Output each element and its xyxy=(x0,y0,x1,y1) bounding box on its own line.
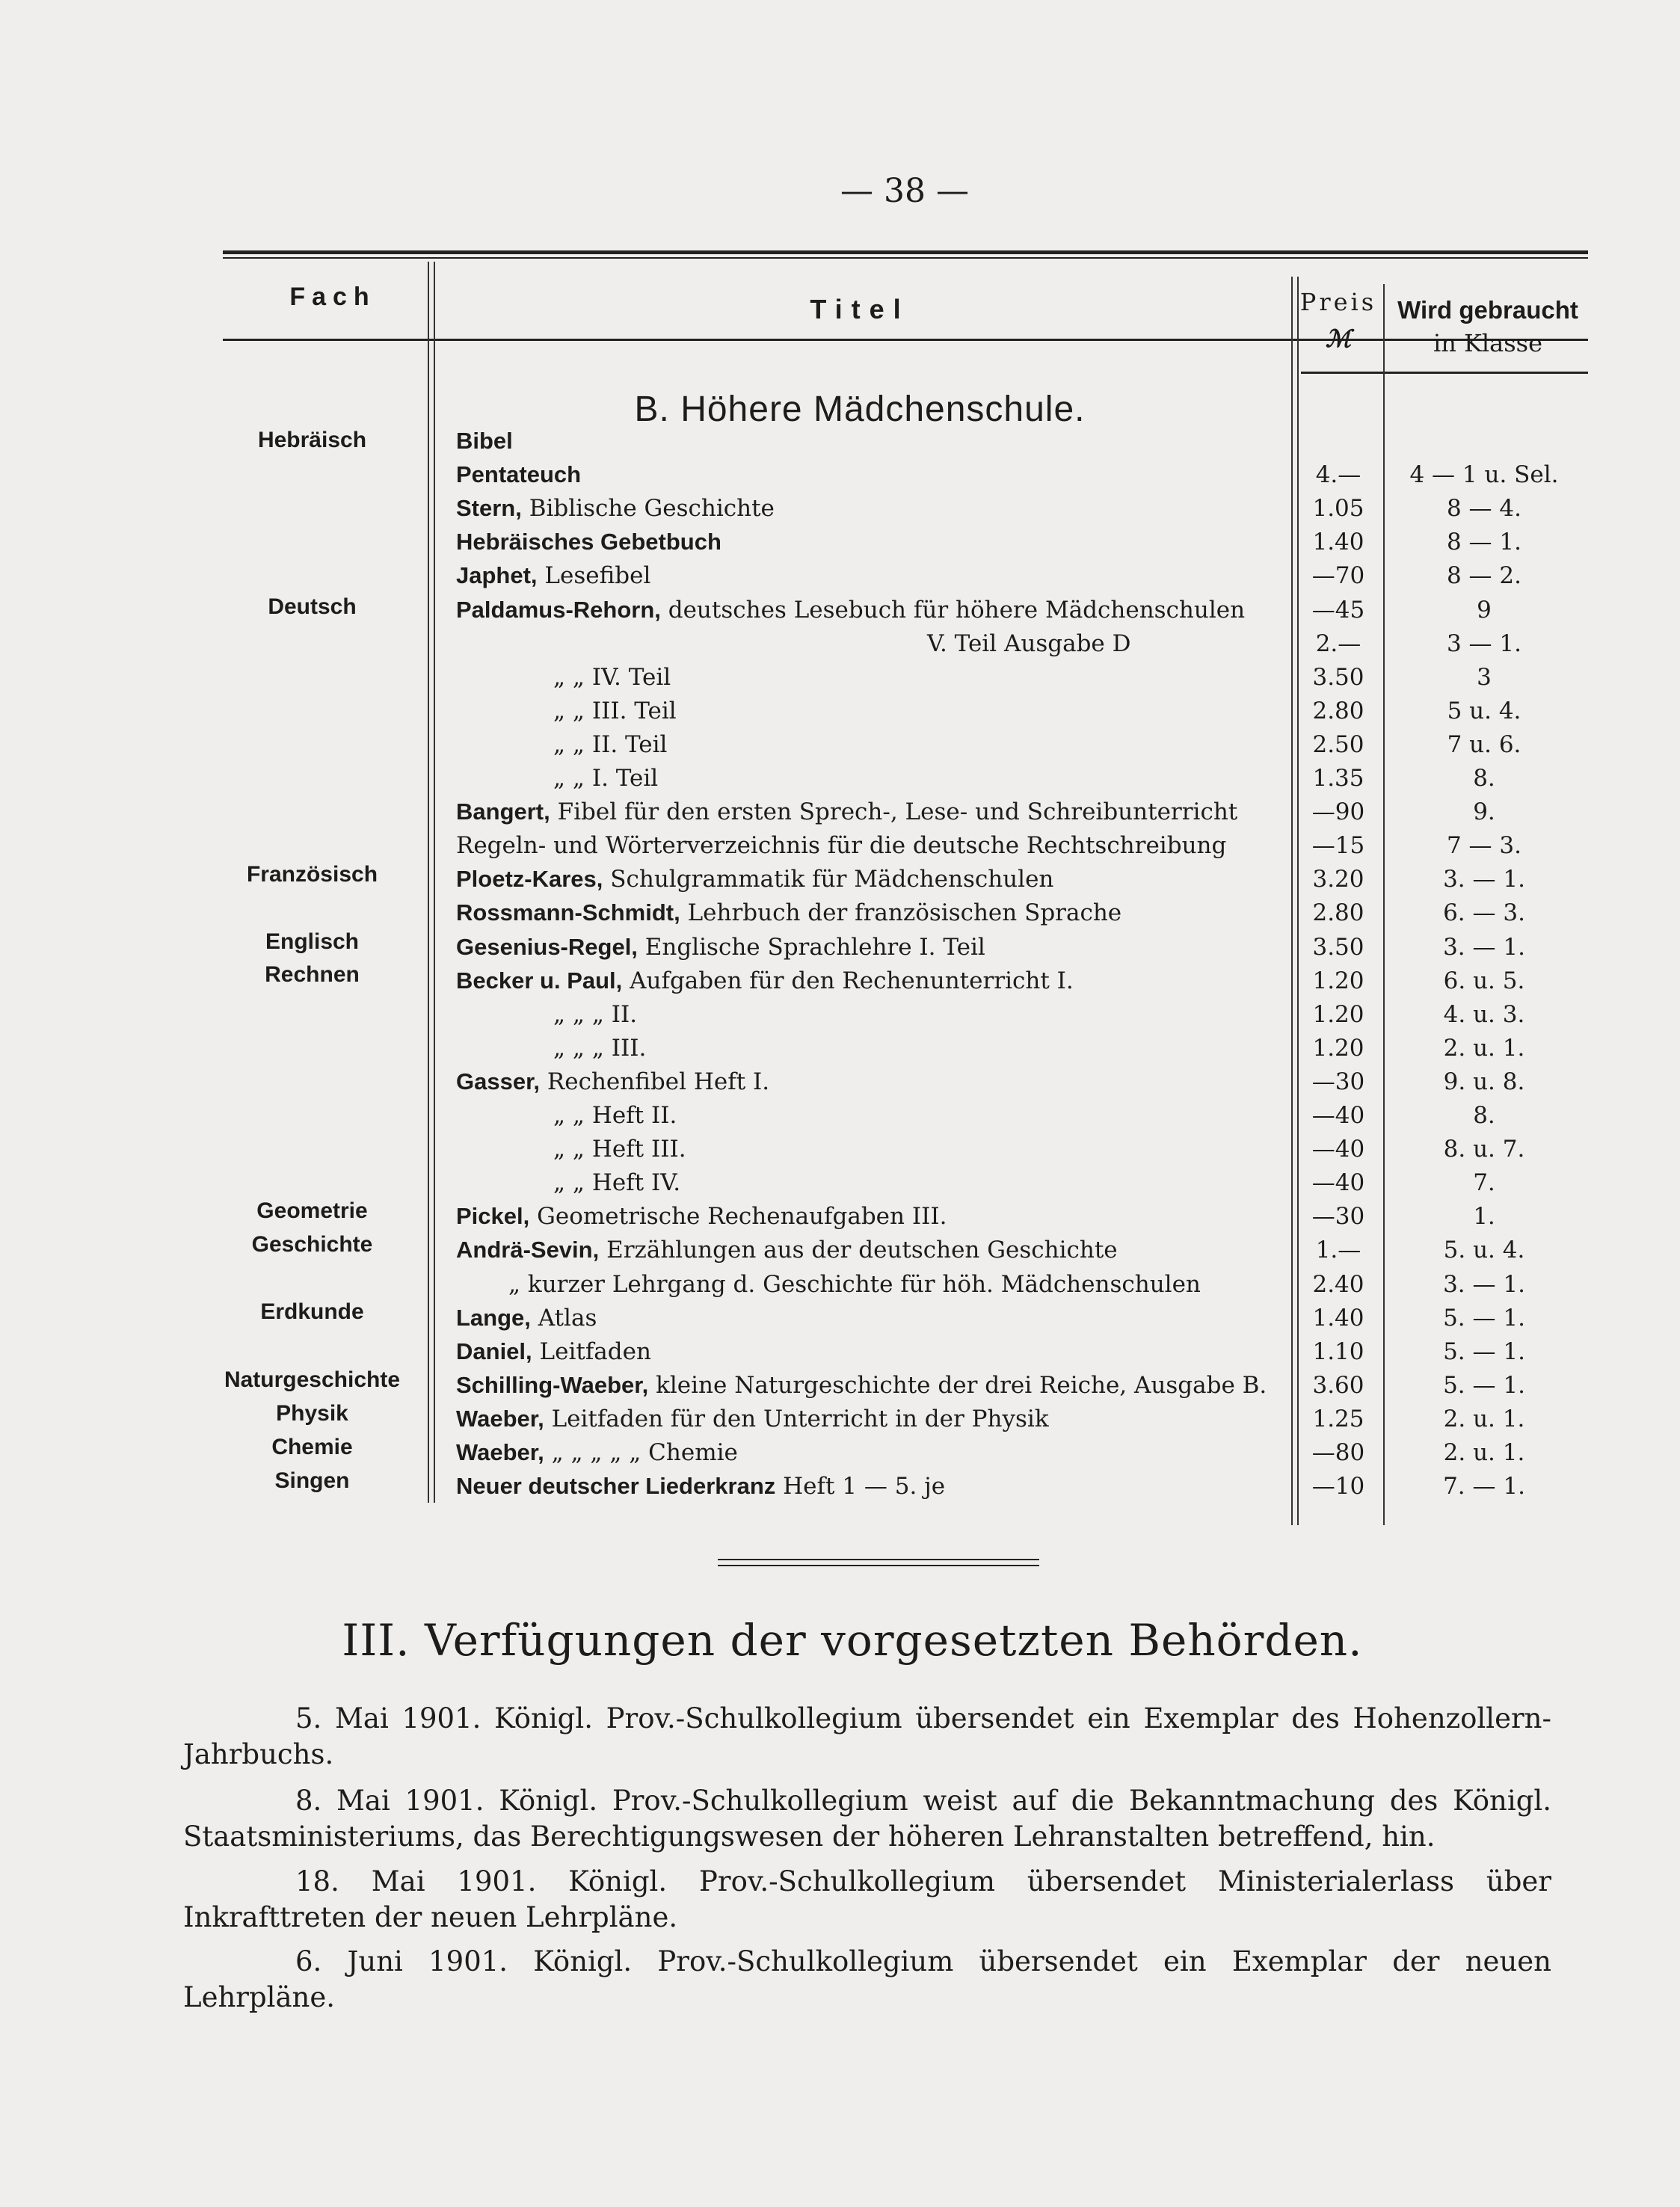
row-preis: 1.40 xyxy=(1312,1305,1364,1332)
subject-label: Singen xyxy=(274,1468,350,1493)
row-title xyxy=(553,1136,686,1163)
row-klasse: 4 — 1 u. Sel. xyxy=(1409,461,1559,488)
row-klasse: 3. — 1. xyxy=(1443,1271,1525,1298)
table-row xyxy=(434,1237,1593,1271)
row-preis: 3.60 xyxy=(1312,1372,1364,1399)
row-text: „ „ IV. Teil xyxy=(553,664,671,691)
table-top-rule xyxy=(223,250,1588,254)
row-klasse: 1. xyxy=(1473,1203,1495,1230)
row-text: Lesefibel xyxy=(537,562,651,589)
row-title xyxy=(553,1001,637,1028)
row-title xyxy=(456,529,721,555)
row-preis: 1.20 xyxy=(1312,967,1364,994)
row-text: Atlas xyxy=(530,1305,597,1332)
header-titel: Titel xyxy=(810,294,910,324)
row-preis: 2.40 xyxy=(1312,1271,1364,1298)
row-author: Becker u. Paul, xyxy=(456,967,623,994)
paragraph-3 xyxy=(183,1864,1551,1936)
row-preis: —30 xyxy=(1311,1068,1365,1095)
row-title xyxy=(456,934,985,961)
page-number: — 38 — xyxy=(840,172,969,210)
row-text: „ „ „ III. xyxy=(553,1035,647,1062)
table-row xyxy=(434,1035,1593,1069)
table-row xyxy=(434,1338,1593,1373)
header-preis-unit: ℳ xyxy=(1325,324,1352,353)
row-klasse: 9. xyxy=(1473,798,1495,825)
row-klasse: 6. — 3. xyxy=(1443,899,1525,926)
row-text: Biblische Geschichte xyxy=(521,495,775,522)
row-klasse: 3. — 1. xyxy=(1443,866,1525,893)
subject-label: Geometrie xyxy=(256,1198,368,1223)
row-title xyxy=(508,1271,1201,1298)
row-klasse: 7. xyxy=(1473,1169,1495,1196)
table-top-rule-2 xyxy=(223,257,1588,259)
row-title xyxy=(553,765,658,792)
subject-label: Physik xyxy=(276,1401,348,1426)
subject-label: Chemie xyxy=(271,1435,353,1459)
row-author: Japhet, xyxy=(456,562,538,588)
row-text: Heft 1 — 5. je xyxy=(775,1473,946,1500)
row-title xyxy=(456,495,775,522)
row-title xyxy=(456,899,1121,926)
row-preis: —10 xyxy=(1311,1473,1365,1500)
row-text: Englische Sprachlehre I. Teil xyxy=(637,934,985,961)
row-klasse: 5. u. 4. xyxy=(1443,1237,1525,1263)
section-separator-2 xyxy=(718,1565,1039,1566)
table-row xyxy=(434,597,1593,631)
paragraph-text: 18. Mai 1901. Königl. Prov.-Schulkollegium übersendet Ministerialerlass über Inkrafttreten der neuen Lehrpläne. xyxy=(183,1865,1551,1933)
row-preis: 3.50 xyxy=(1312,664,1364,691)
row-klasse: 7 — 3. xyxy=(1446,832,1521,859)
row-klasse: 6. u. 5. xyxy=(1443,967,1525,994)
row-author: Bibel xyxy=(456,428,513,454)
table-row xyxy=(434,1271,1593,1305)
header-fach: Fach xyxy=(289,283,376,311)
row-title xyxy=(456,798,1237,825)
subject-label: Englisch xyxy=(265,929,360,954)
row-text: „ „ Heft II. xyxy=(553,1102,677,1129)
row-text: „ „ III. Teil xyxy=(553,698,677,724)
table-row xyxy=(434,630,1593,665)
section-title: B. Höhere Mädchenschule. xyxy=(634,390,1086,429)
row-title xyxy=(456,562,650,589)
row-text: V. Teil Ausgabe D xyxy=(927,630,1131,657)
row-title xyxy=(456,1338,651,1365)
row-title xyxy=(553,731,667,758)
section-separator xyxy=(718,1559,1039,1560)
row-text: Aufgaben für den Rechenunterricht I. xyxy=(622,967,1074,994)
table-row xyxy=(434,562,1593,597)
row-author: Gesenius-Regel, xyxy=(456,934,638,960)
row-author: Daniel, xyxy=(456,1338,532,1364)
row-text: „ „ „ „ „ Chemie xyxy=(544,1439,738,1466)
row-klasse: 8 — 2. xyxy=(1446,562,1521,589)
row-text: deutsches Lesebuch für höhere Mädchenschulen xyxy=(660,597,1246,624)
table-row xyxy=(434,765,1593,799)
row-preis: 1.10 xyxy=(1312,1338,1364,1365)
table-row xyxy=(434,529,1593,563)
row-text: „ kurzer Lehrgang d. Geschichte für höh. Mädchenschulen xyxy=(508,1271,1201,1298)
row-text: Fibel für den ersten Sprech-, Lese- und Schreibunterricht xyxy=(550,798,1238,825)
row-klasse: 8 — 1. xyxy=(1446,529,1521,555)
row-author: Bangert, xyxy=(456,798,550,825)
row-klasse: 3 — 1. xyxy=(1446,630,1521,657)
row-title xyxy=(456,1372,1267,1399)
row-title xyxy=(553,1102,677,1129)
row-title xyxy=(456,1237,1118,1263)
row-klasse: 5. — 1. xyxy=(1443,1338,1525,1365)
row-title xyxy=(456,1305,597,1332)
row-title xyxy=(456,1473,945,1500)
row-author: Hebräisches Gebetbuch xyxy=(456,529,721,555)
heading-verfuegungen: III. Verfügungen der vorgesetzten Behörden. xyxy=(342,1615,1363,1666)
row-preis: —90 xyxy=(1311,798,1365,825)
subject-label: Französisch xyxy=(246,862,378,887)
row-text: „ „ Heft III. xyxy=(553,1136,686,1163)
table-row xyxy=(434,899,1593,934)
row-title xyxy=(456,832,1226,859)
table-row xyxy=(434,1169,1593,1204)
row-text: Lehrbuch der französischen Sprache xyxy=(680,899,1122,926)
row-text: „ „ Heft IV. xyxy=(553,1169,681,1196)
row-preis: 4.— xyxy=(1315,461,1361,488)
table-row xyxy=(434,698,1593,732)
row-author: Waeber, xyxy=(456,1439,544,1465)
row-preis: 1.20 xyxy=(1312,1035,1364,1062)
row-text: Schulgrammatik für Mädchenschulen xyxy=(603,866,1054,893)
row-title xyxy=(553,1035,646,1062)
header-klasse-line2: in Klasse xyxy=(1433,329,1542,357)
table-row xyxy=(434,1136,1593,1170)
table-row xyxy=(434,1305,1593,1339)
row-preis: —15 xyxy=(1311,832,1365,859)
row-preis: 2.— xyxy=(1315,630,1361,657)
row-preis: 1.20 xyxy=(1312,1001,1364,1028)
row-text: kleine Naturgeschichte der drei Reiche, Ausgabe B. xyxy=(648,1372,1267,1399)
row-author: Rossmann-Schmidt, xyxy=(456,899,680,926)
paragraph-text: 6. Juni 1901. Königl. Prov.-Schulkollegium übersendet ein Exemplar der neuen Lehrpläne. xyxy=(183,1945,1551,2013)
table-row xyxy=(434,967,1593,1002)
row-text: Leitfaden für den Unterricht in der Physik xyxy=(544,1406,1049,1432)
header-preis: Preis xyxy=(1299,288,1377,316)
table-row xyxy=(434,1406,1593,1440)
table-row xyxy=(434,1001,1593,1035)
row-preis: —70 xyxy=(1311,562,1365,589)
row-klasse: 9. u. 8. xyxy=(1443,1068,1525,1095)
row-text: Erzählungen aus der deutschen Geschichte xyxy=(599,1237,1118,1263)
table-row xyxy=(434,866,1593,900)
subject-label: Rechnen xyxy=(265,962,360,987)
table-row xyxy=(434,1102,1593,1136)
row-author: Paldamus-Rehorn, xyxy=(456,597,661,623)
row-preis: —40 xyxy=(1311,1136,1365,1163)
row-author: Stern, xyxy=(456,495,522,521)
row-preis: —40 xyxy=(1311,1102,1365,1129)
row-title xyxy=(553,664,671,691)
row-preis: 1.05 xyxy=(1312,495,1364,522)
subject-label: Naturgeschichte xyxy=(224,1367,401,1392)
row-klasse: 8 — 4. xyxy=(1446,495,1521,522)
row-klasse: 8. u. 7. xyxy=(1443,1136,1525,1163)
row-klasse: 7 u. 6. xyxy=(1447,731,1521,758)
row-title xyxy=(553,1169,680,1196)
row-title xyxy=(456,866,1053,893)
row-preis: 3.50 xyxy=(1312,934,1364,961)
table-row xyxy=(434,1439,1593,1474)
row-preis: 1.40 xyxy=(1312,529,1364,555)
table-row xyxy=(434,731,1593,766)
table-row xyxy=(434,1372,1593,1406)
row-author: Schilling-Waeber, xyxy=(456,1372,649,1398)
table-row xyxy=(434,832,1593,867)
subject-label: Hebräisch xyxy=(257,428,367,452)
row-author: Gasser, xyxy=(456,1068,541,1095)
subject-label: Geschichte xyxy=(251,1232,373,1257)
table-row xyxy=(434,934,1593,968)
row-klasse: 5 u. 4. xyxy=(1447,698,1521,724)
row-author: Waeber, xyxy=(456,1406,544,1432)
table-row xyxy=(434,1068,1593,1103)
row-preis: 1.35 xyxy=(1312,765,1364,792)
table-row xyxy=(434,461,1593,496)
paragraph-text: 8. Mai 1901. Königl. Prov.-Schulkollegium weist auf die Bekanntmachung des Königl. Staatsministeriums, das Berechtigungswesen der höheren Lehranstalten betreffend, hin. xyxy=(183,1785,1551,1853)
row-klasse: 2. u. 1. xyxy=(1443,1406,1525,1432)
row-preis: 2.50 xyxy=(1312,731,1364,758)
row-text: Geometrische Rechenaufgaben III. xyxy=(529,1203,947,1230)
row-klasse: 8. xyxy=(1473,765,1495,792)
row-author: Andrä-Sevin, xyxy=(456,1237,600,1263)
row-author: Pickel, xyxy=(456,1203,530,1229)
row-klasse: 2. u. 1. xyxy=(1443,1439,1525,1466)
row-preis: 2.80 xyxy=(1312,698,1364,724)
row-preis: 3.20 xyxy=(1312,866,1364,893)
row-klasse: 8. xyxy=(1473,1102,1495,1129)
row-preis: —80 xyxy=(1311,1439,1365,1466)
row-klasse: 2. u. 1. xyxy=(1443,1035,1525,1062)
row-text: „ „ I. Teil xyxy=(553,765,659,792)
subject-label: Deutsch xyxy=(268,594,357,619)
row-text: „ „ II. Teil xyxy=(553,731,668,758)
row-title xyxy=(927,630,1130,657)
row-text: Rechenfibel Heft I. xyxy=(540,1068,770,1095)
paragraph-4 xyxy=(183,1944,1551,2016)
paragraph-text: 5. Mai 1901. Königl. Prov.-Schulkollegium übersendet ein Exemplar des Hohenzollern-Jahrbuchs. xyxy=(183,1702,1551,1770)
row-klasse: 3 xyxy=(1477,664,1492,691)
table-row xyxy=(434,664,1593,698)
row-klasse: 5. — 1. xyxy=(1443,1305,1525,1332)
row-preis: 1.— xyxy=(1315,1237,1361,1263)
header-klasse-line1: Wird gebraucht xyxy=(1397,296,1578,324)
row-title xyxy=(456,428,513,455)
row-klasse: 4. u. 3. xyxy=(1443,1001,1525,1028)
row-klasse: 5. — 1. xyxy=(1443,1372,1525,1399)
row-title xyxy=(553,698,677,724)
table-row xyxy=(434,1473,1593,1507)
row-author: Ploetz-Kares, xyxy=(456,866,603,892)
table-row xyxy=(434,495,1593,529)
paragraph-1 xyxy=(183,1701,1551,1773)
row-title xyxy=(456,1439,738,1466)
row-text: „ „ „ II. xyxy=(553,1001,638,1028)
row-title xyxy=(456,461,581,488)
row-title xyxy=(456,1406,1049,1432)
row-title xyxy=(456,1068,769,1095)
row-preis: 1.25 xyxy=(1312,1406,1364,1432)
row-text: Regeln- und Wörterverzeichnis für die deutsche Rechtschreibung xyxy=(456,832,1227,859)
row-preis: —40 xyxy=(1311,1169,1365,1196)
row-author: Pentateuch xyxy=(456,461,582,487)
row-preis: 2.80 xyxy=(1312,899,1364,926)
row-text: Leitfaden xyxy=(532,1338,651,1365)
row-author: Neuer deutscher Liederkranz xyxy=(456,1473,776,1499)
row-klasse: 7. — 1. xyxy=(1443,1473,1525,1500)
row-author: Lange, xyxy=(456,1305,531,1331)
row-preis: —30 xyxy=(1311,1203,1365,1230)
table-row xyxy=(434,428,1593,462)
row-klasse: 3. — 1. xyxy=(1443,934,1525,961)
table-row xyxy=(434,798,1593,833)
paragraph-2 xyxy=(183,1783,1551,1855)
header-bottom-rule-2 xyxy=(1301,372,1588,374)
row-klasse: 9 xyxy=(1477,597,1492,624)
row-preis: —45 xyxy=(1311,597,1365,624)
row-title xyxy=(456,1203,947,1230)
row-title xyxy=(456,967,1074,994)
row-title xyxy=(456,597,1245,624)
subject-label: Erdkunde xyxy=(260,1299,364,1324)
table-row xyxy=(434,1203,1593,1237)
